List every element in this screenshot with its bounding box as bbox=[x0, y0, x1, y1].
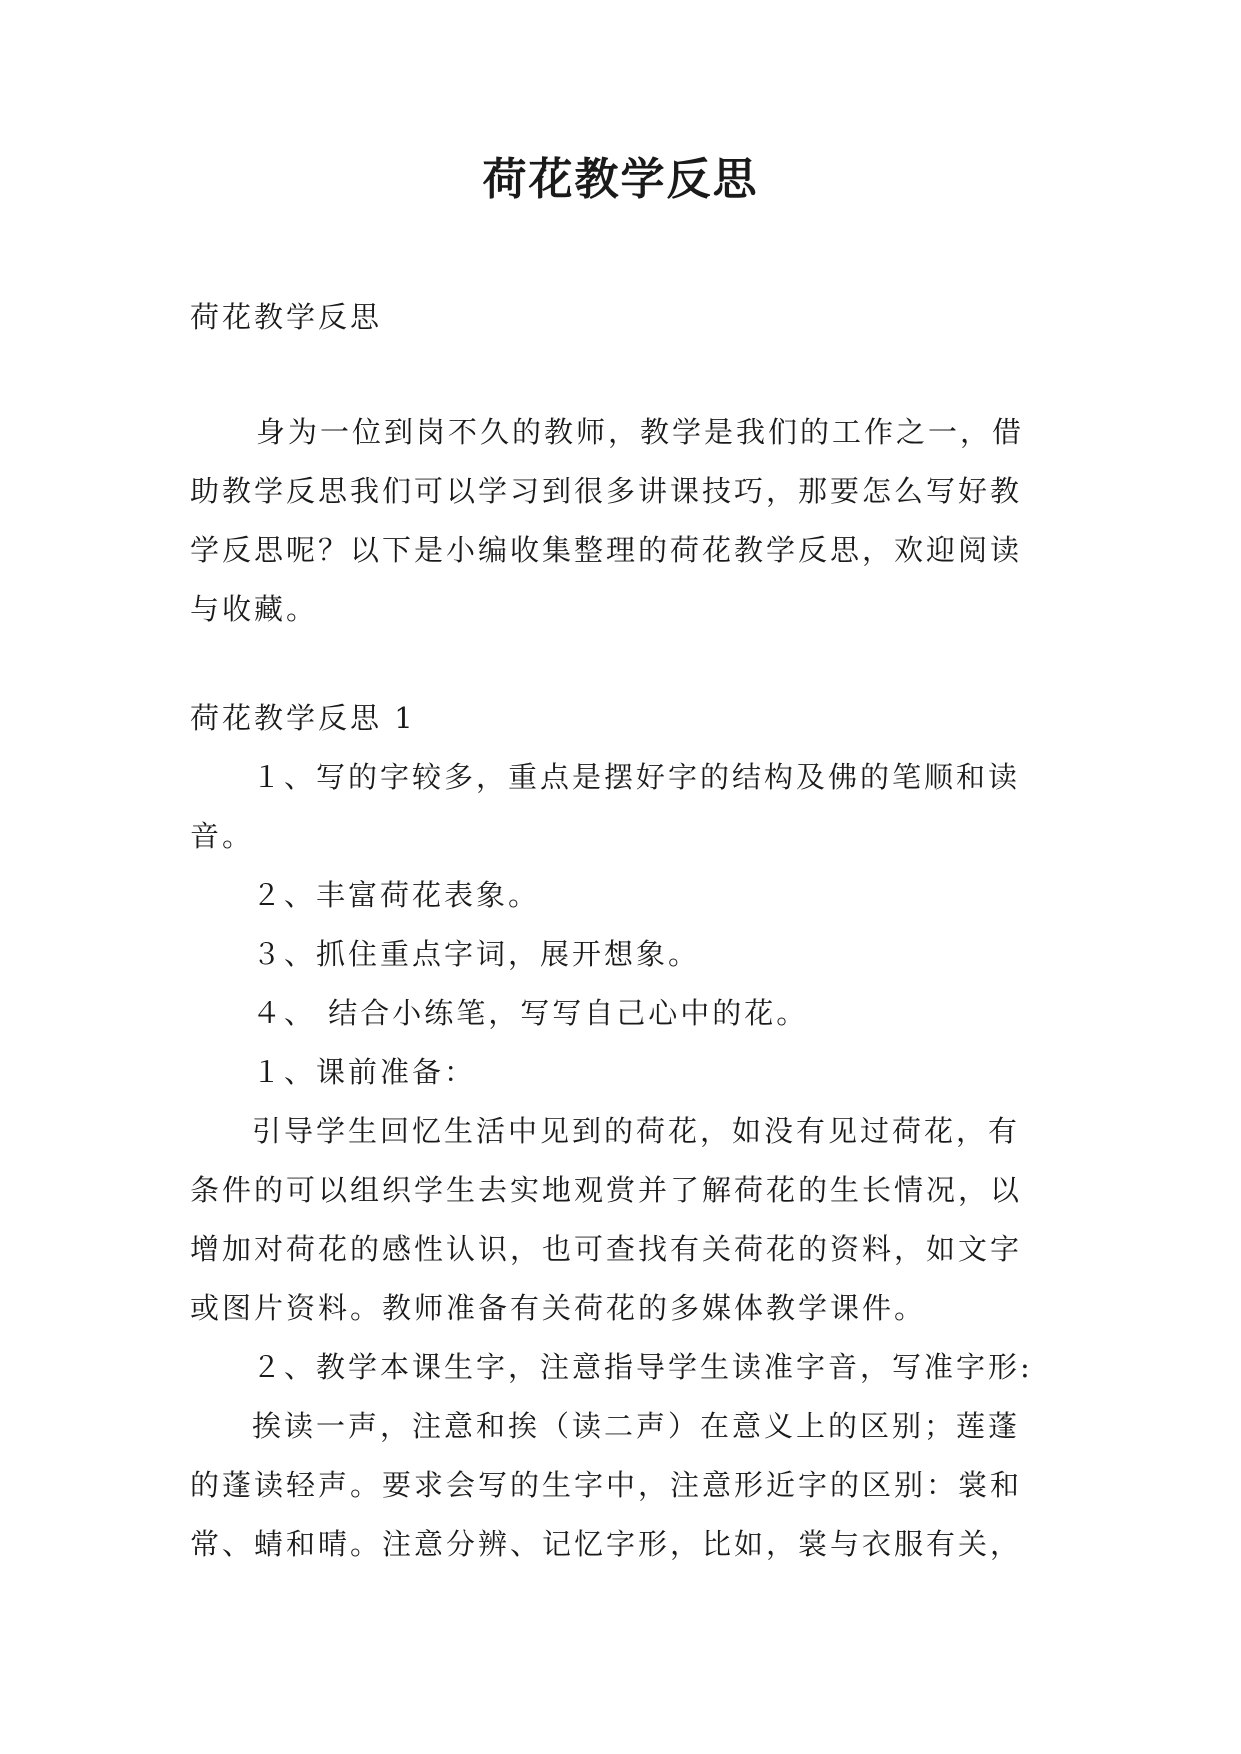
paragraph-line: 引导学生回忆生活中见到的荷花，如没有见过荷花，有 bbox=[252, 1114, 1021, 1148]
spacer bbox=[190, 347, 1070, 403]
paragraph-line: 学反思呢？以下是小编收集整理的荷花教学反思，欢迎阅读 bbox=[190, 533, 1023, 567]
paragraph-line: 条件的可以组织学生去实地观赏并了解荷花的生长情况，以 bbox=[190, 1173, 1023, 1207]
document-title: 荷花教学反思 bbox=[482, 154, 759, 205]
paragraph-line: 音。 bbox=[190, 819, 255, 853]
paragraph-line: 常、蜻和晴。注意分辨、记忆字形，比如，裳与衣服有关， bbox=[190, 1527, 1023, 1561]
list-item: ４、 结合小练笔，写写自己心中的花。 bbox=[252, 996, 809, 1030]
section-content bbox=[190, 748, 1070, 1574]
paragraph-line: 的蓬读轻声。要求会写的生字中，注意形近字的区别：裳和 bbox=[190, 1468, 1023, 1502]
paragraph-line: 与收藏。 bbox=[190, 592, 319, 626]
list-item: １、课前准备： bbox=[252, 1055, 477, 1089]
list-item: ３、抓住重点字词，展开想象。 bbox=[252, 937, 701, 971]
intro-paragraph bbox=[190, 403, 1070, 639]
paragraph-line: 助教学反思我们可以学习到很多讲课技巧，那要怎么写好教 bbox=[190, 474, 1023, 508]
spacer bbox=[190, 639, 1070, 689]
list-item: ２、丰富荷花表象。 bbox=[252, 878, 541, 912]
paragraph-line: 挨读一声，注意和挨（读二声）在意义上的区别；莲蓬 bbox=[252, 1409, 1021, 1443]
list-item: １、写的字较多，重点是摆好字的结构及佛的笔顺和读 bbox=[252, 760, 1021, 794]
section-heading: 荷花教学反思 1 bbox=[190, 701, 416, 735]
paragraph-line: 或图片资料。教师准备有关荷花的多媒体教学课件。 bbox=[190, 1291, 927, 1325]
list-item: ２、教学本课生字，注意指导学生读准字音，写准字形: bbox=[252, 1350, 1033, 1384]
document-body bbox=[190, 288, 1070, 1574]
paragraph-line: 身为一位到岗不久的教师，教学是我们的工作之一，借 bbox=[256, 415, 1025, 449]
paragraph-line: 增加对荷花的感性认识，也可查找有关荷花的资料，如文字 bbox=[190, 1232, 1023, 1266]
document-subtitle: 荷花教学反思 bbox=[190, 300, 383, 334]
